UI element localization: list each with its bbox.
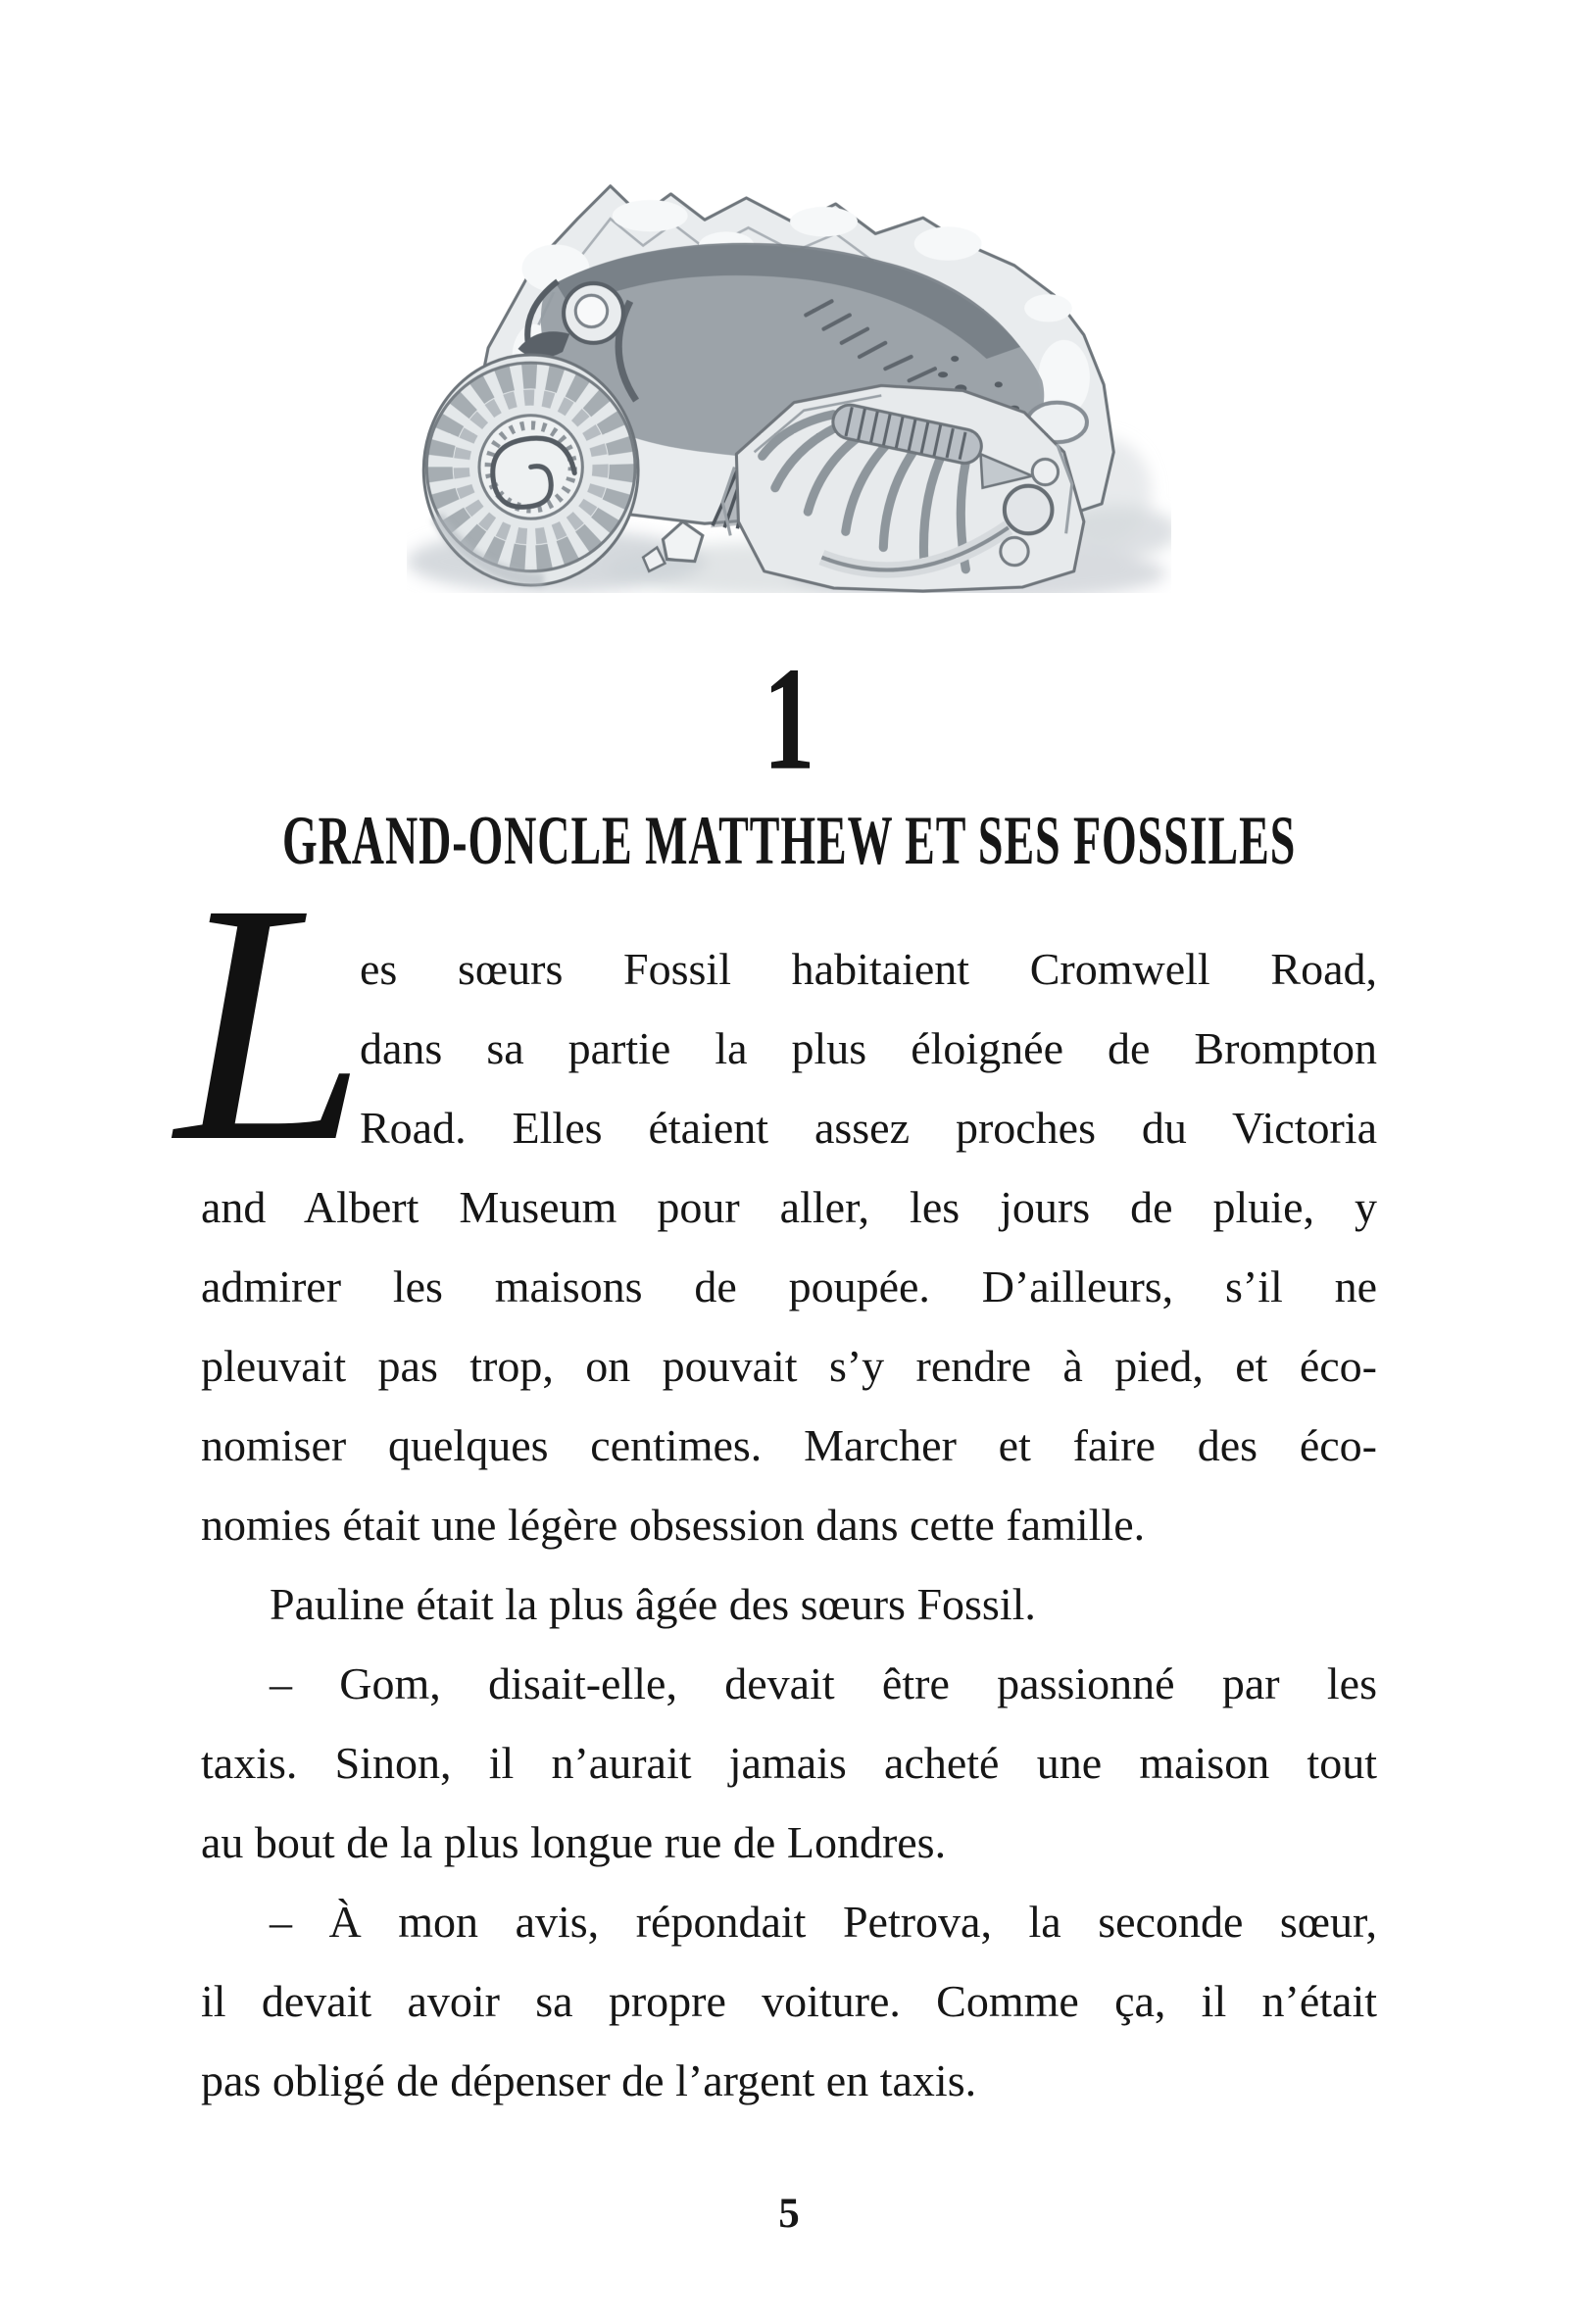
text-line: Road. Elles étaient assez proches du Victoria — [360, 1103, 1377, 1153]
text-line: admirer les maisons de poupée. D’ailleurs, s’il ne — [201, 1261, 1377, 1311]
fossils-illustration — [407, 123, 1171, 593]
text-line: pleuvait pas trop, on pouvait s’y rendre à pied, et éco- — [201, 1341, 1377, 1391]
text-line: and Albert Museum pour aller, les jours de pluie, y — [201, 1182, 1377, 1232]
text-line: – À mon avis, répondait Petrova, la seconde sœur, — [270, 1897, 1377, 1947]
text-line: – Gom, disait-elle, devait être passionné par les — [270, 1658, 1377, 1708]
text-line: nomiser quelques centimes. Marcher et faire des éco- — [201, 1420, 1377, 1470]
text-line: au bout de la plus longue rue de Londres. — [201, 1817, 947, 1867]
drop-cap: L — [175, 832, 367, 1212]
text-line: taxis. Sinon, il n’aurait jamais acheté une maison tout — [201, 1738, 1377, 1788]
text-line: pas obligé de dépenser de l’argent en taxis. — [201, 2055, 977, 2105]
fossils-drawing — [407, 123, 1171, 593]
ammonite-fossil — [423, 355, 638, 585]
text-line: dans sa partie la plus éloignée de Brompton — [360, 1023, 1377, 1073]
chapter-title-text: GRAND-ONCLE MATTHEW ET SES FOSSILES — [281, 801, 1297, 879]
page-number: 5 — [778, 2191, 800, 2237]
chapter-number: 1 — [763, 637, 815, 802]
text-line: il devait avoir sa propre voiture. Comme ça, il n’était — [201, 1976, 1377, 2026]
text-line: nomies était une légère obsession dans cette famille. — [201, 1500, 1146, 1550]
text-line: es sœurs Fossil habitaient Cromwell Road, — [360, 944, 1377, 994]
text-line: Pauline était la plus âgée des sœurs Fossil. — [270, 1579, 1036, 1629]
